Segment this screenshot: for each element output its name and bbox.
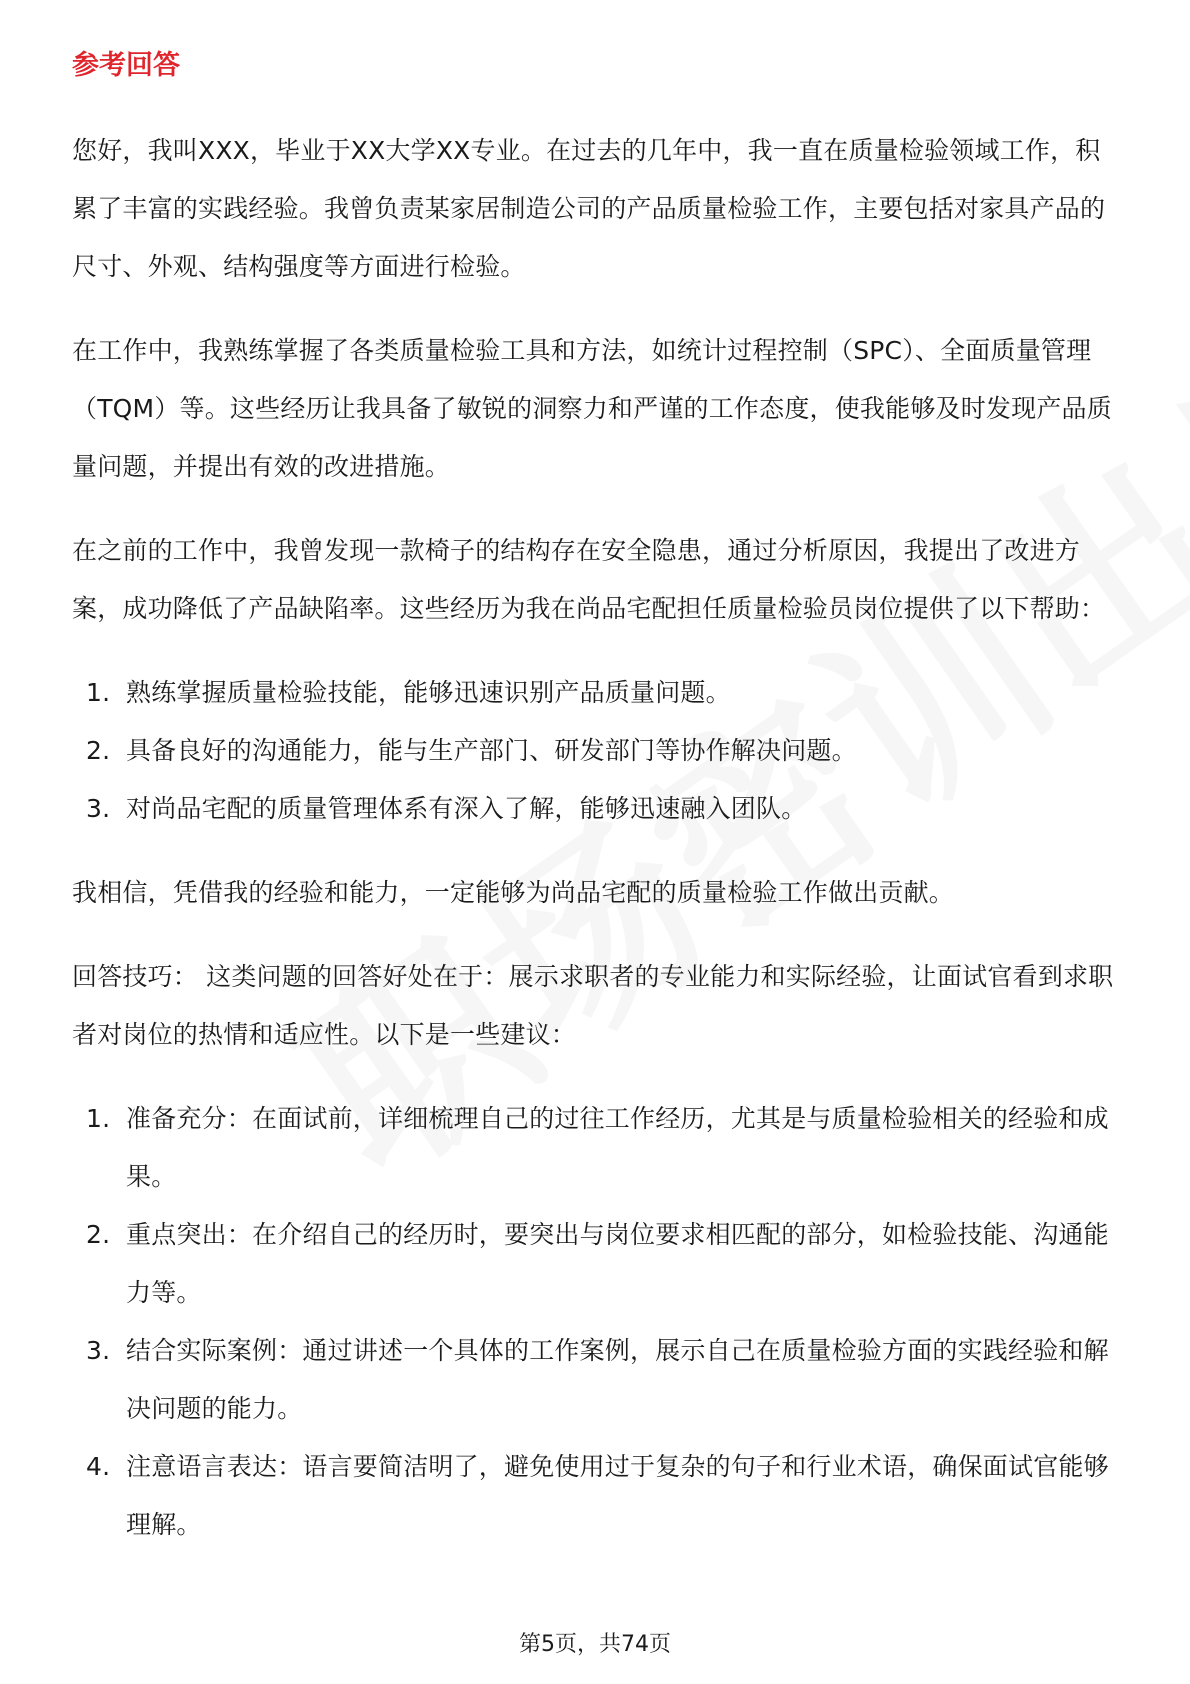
list-number: 3. bbox=[86, 1336, 111, 1365]
list-item bbox=[72, 1090, 1122, 1206]
section-title: 参考回答 bbox=[72, 50, 180, 81]
paragraph-intro: 您好，我叫XXX，毕业于XX大学XX专业。在过去的几年中，我一直在质量检验领域工作，积累了丰富的实践经验。我曾负责某家居制造公司的产品质量检验工作，主要包括对家具产品的尺寸、外观、结构强度等方面进行检验。 bbox=[72, 136, 1106, 281]
list-number: 4. bbox=[86, 1452, 111, 1481]
list-number: 1. bbox=[86, 1104, 111, 1133]
list-item-text: 对尚品宅配的质量管理体系有深入了解，能够迅速融入团队。 bbox=[126, 794, 807, 823]
list-item-text: 结合实际案例：通过讲述一个具体的工作案例，展示自己在质量检验方面的实践经验和解决问题的能力。 bbox=[126, 1336, 1109, 1423]
list-item-text: 准备充分：在面试前，详细梳理自己的过往工作经历，尤其是与质量检验相关的经验和成果。 bbox=[126, 1104, 1109, 1191]
list-item bbox=[72, 1206, 1122, 1322]
list-item bbox=[72, 780, 1122, 838]
help-list bbox=[72, 664, 1122, 838]
list-number: 2. bbox=[86, 736, 111, 765]
list-number: 2. bbox=[86, 1220, 111, 1249]
list-number: 1. bbox=[86, 678, 111, 707]
paragraph-skills: 在工作中，我熟练掌握了各类质量检验工具和方法，如统计过程控制（SPC）、全面质量管理（TQM）等。这些经历让我具备了敏锐的洞察力和严谨的工作态度，使我能够及时发现产品质量问题，并提出有效的改进措施。 bbox=[72, 336, 1112, 481]
paragraph-closing: 我相信，凭借我的经验和能力，一定能够为尚品宅配的质量检验工作做出贡献。 bbox=[72, 878, 955, 907]
list-item bbox=[72, 1322, 1122, 1438]
paragraph-experience: 在之前的工作中，我曾发现一款椅子的结构存在安全隐患，通过分析原因，我提出了改进方案，成功降低了产品缺陷率。这些经历为我在尚品宅配担任质量检验员岗位提供了以下帮助： bbox=[72, 536, 1106, 623]
list-item bbox=[72, 664, 1122, 722]
paragraph-tips-intro: 回答技巧： 这类问题的回答好处在于：展示求职者的专业能力和实际经验，让面试官看到求职者对岗位的热情和适应性。以下是一些建议： bbox=[72, 962, 1114, 1049]
document-page bbox=[72, 48, 1122, 1580]
list-item bbox=[72, 722, 1122, 780]
list-number: 3. bbox=[86, 794, 111, 823]
tips-list bbox=[72, 1090, 1122, 1554]
list-item-text: 注意语言表达：语言要简洁明了，避免使用过于复杂的句子和行业术语，确保面试官能够理解。 bbox=[126, 1452, 1109, 1539]
list-item-text: 熟练掌握质量检验技能，能够迅速识别产品质量问题。 bbox=[126, 678, 731, 707]
list-item-text: 重点突出：在介绍自己的经历时，要突出与岗位要求相匹配的部分，如检验技能、沟通能力等。 bbox=[126, 1220, 1109, 1307]
list-item-text: 具备良好的沟通能力，能与生产部门、研发部门等协作解决问题。 bbox=[126, 736, 857, 765]
page-footer: 第5页，共74页 bbox=[519, 1632, 671, 1657]
list-item bbox=[72, 1438, 1122, 1554]
